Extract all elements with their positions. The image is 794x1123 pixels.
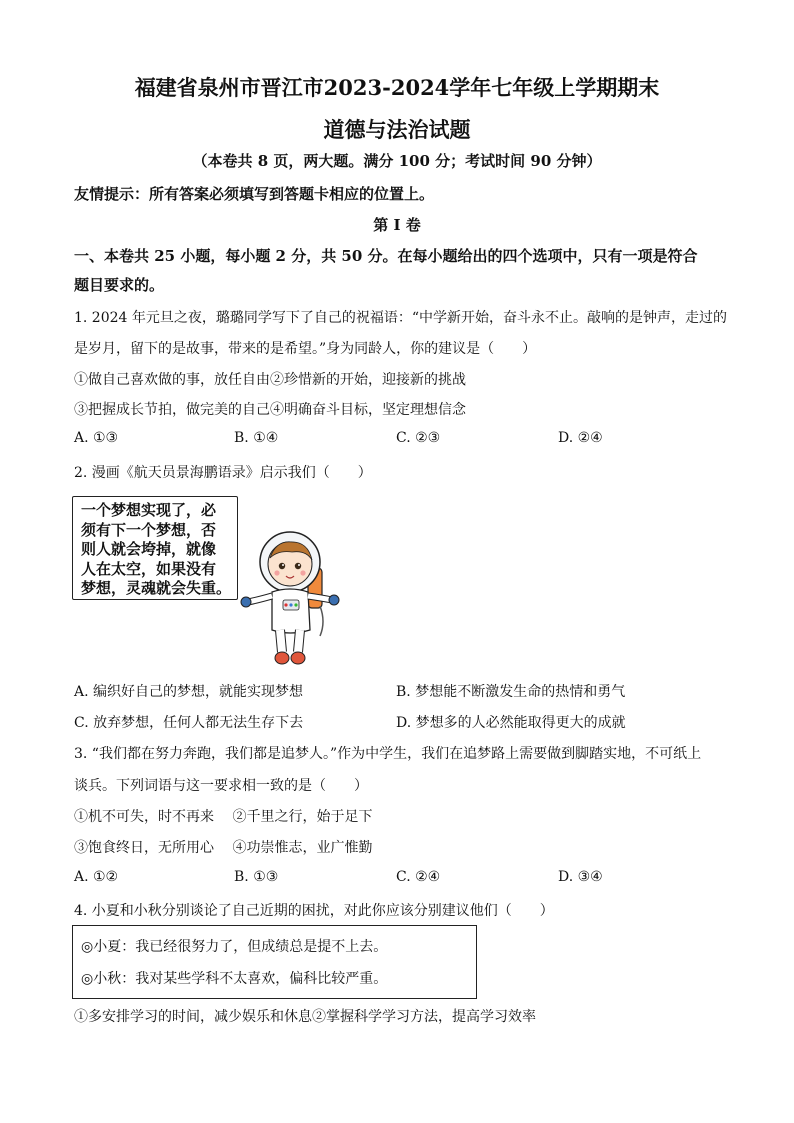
q3-option-c: C. ②④	[396, 869, 441, 885]
q1-line3: ①做自己喜欢做的事，放任自由②珍惜新的开始，迎接新的挑战	[74, 372, 466, 388]
q3-option-b: B. ①③	[234, 869, 279, 885]
q2-option-d: D. 梦想多的人必然能取得更大的成就	[396, 715, 626, 731]
q1-option-b: B. ①④	[234, 430, 279, 446]
q2-line1: 2. 漫画《航天员景海鹏语录》启示我们（ ）	[74, 465, 372, 481]
q1-option-a: A. ①③	[74, 430, 119, 446]
q4-box-line1: ◎小夏：我已经很努力了，但成绩总是提不上去。	[81, 939, 388, 955]
section-intro-line2: 题目要求的。	[74, 276, 165, 294]
cartoon-speech-box	[72, 496, 238, 600]
q3-line1: 3. “我们都在努力奔跑，我们都是追梦人。”作为中学生，我们在追梦路上需要做到脚踏实地，不可纸上	[74, 746, 702, 762]
q2-option-b: B. 梦想能不断激发生命的热情和勇气	[396, 684, 626, 700]
q1-option-d: D. ②④	[558, 430, 603, 446]
q2-option-a: A. 编织好自己的梦想，就能实现梦想	[74, 684, 304, 700]
q1-line4: ③把握成长节拍，做完美的自己④明确奋斗目标，坚定理想信念	[74, 402, 466, 418]
q3-option-d: D. ③④	[558, 869, 603, 885]
q4-box-line2: ◎小秋：我对某些学科不太喜欢，偏科比较严重。	[81, 971, 388, 987]
astronaut-illustration	[236, 526, 346, 668]
q3-option-a: A. ①②	[74, 869, 119, 885]
q1-line1: 1. 2024 年元旦之夜，璐璐同学写下了自己的祝福语：“中学新开始，奋斗永不止。敲响的是钟声，走过的	[74, 310, 728, 326]
section-intro-line1: 一、本卷共 25 小题，每小题 2 分，共 50 分。在每小题给出的四个选项中，只有一项是符合	[74, 247, 698, 265]
q3-line3: ①机不可失，时不再来 ②千里之行，始于足下	[74, 809, 373, 825]
q3-line4: ③饱食终日，无所用心 ④功崇惟志，业广惟勤	[74, 840, 373, 856]
q1-option-c: C. ②③	[396, 430, 441, 446]
q4-line1: 4. 小夏和小秋分别谈论了自己近期的困扰，对此你应该分别建议他们（ ）	[74, 903, 554, 919]
cartoon-speech-text: 一个梦想实现了，必 须有下一个梦想，否 则人就会垮掉，就像 人在太空，如果没有 梦想，灵魂就会失重。	[81, 501, 232, 597]
volume-label: 第 I 卷	[373, 216, 421, 234]
q4-dialogue-box	[72, 925, 477, 999]
q1-line2: 是岁月，留下的是故事，带来的是希望。”身为同龄人，你的建议是（ ）	[74, 341, 537, 357]
q3-line2: 谈兵。下列词语与这一要求相一致的是（ ）	[74, 778, 368, 794]
exam-subtitle: 道德与法治试题	[323, 117, 471, 142]
q4-line2: ①多安排学习的时间，减少娱乐和休息②掌握科学学习方法，提高学习效率	[74, 1009, 536, 1025]
q2-option-c: C. 放弃梦想，任何人都无法生存下去	[74, 715, 304, 731]
exam-title: 福建省泉州市晋江市2023-2024学年七年级上学期期末	[134, 75, 660, 100]
exam-note: （本卷共 8 页，两大题。满分 100 分；考试时间 90 分钟）	[192, 152, 602, 170]
friendly-tip: 友情提示：所有答案必须填写到答题卡相应的位置上。	[74, 185, 435, 203]
